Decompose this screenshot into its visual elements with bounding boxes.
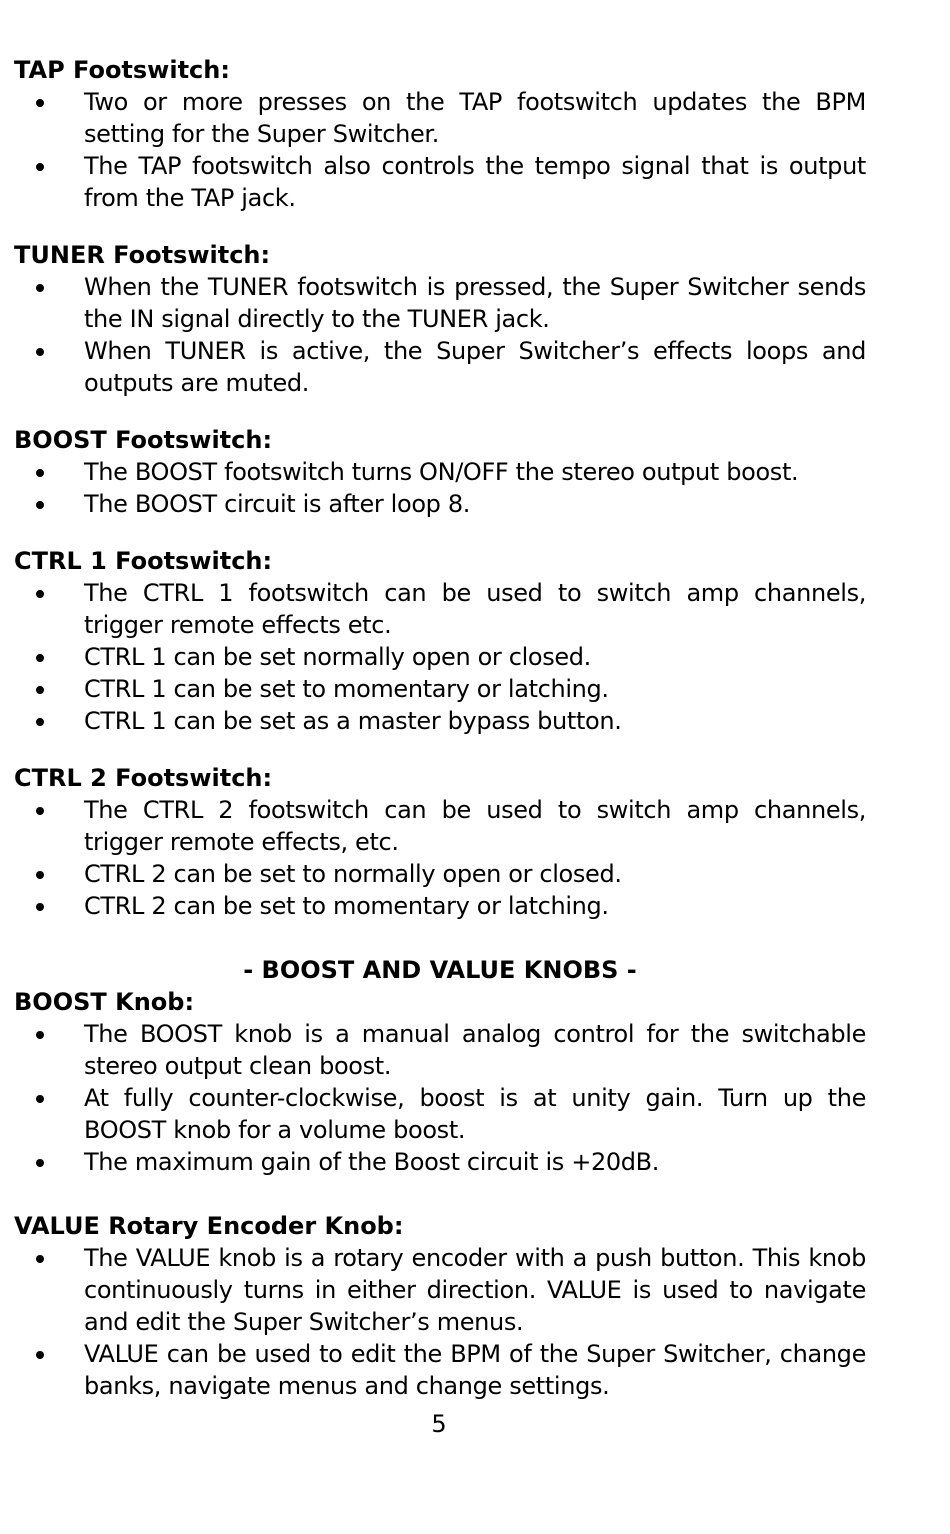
list-item	[14, 488, 866, 520]
bullet-text: The BOOST knob is a manual analog control for the switchable stereo output clean boost.	[84, 1020, 866, 1080]
list-item	[14, 271, 866, 335]
section-heading: CTRL 1 Footswitch:	[14, 547, 273, 575]
page-number: 5	[431, 1410, 447, 1438]
list-item	[14, 794, 866, 858]
list-item	[14, 1242, 866, 1338]
bullet-text: The BOOST footswitch turns ON/OFF the stereo output boost.	[84, 458, 799, 486]
list-item	[14, 86, 866, 150]
spacer	[14, 1178, 866, 1210]
bullet-text: The TAP footswitch also controls the tempo signal that is output from the TAP jack.	[84, 152, 866, 212]
spacer	[14, 214, 866, 239]
bullet-text: The CTRL 2 footswitch can be used to switch amp channels, trigger remote effects, etc.	[84, 796, 866, 856]
list-item	[14, 1018, 866, 1082]
section-heading: TAP Footswitch:	[14, 56, 230, 84]
list-item	[14, 1146, 866, 1178]
section-boost-footswitch	[14, 424, 866, 520]
bullet-icon	[36, 718, 44, 726]
bullet-icon	[36, 469, 44, 477]
list-item	[14, 456, 866, 488]
bullet-text: When the TUNER footswitch is pressed, the Super Switcher sends the IN signal directly to the TUNER jack.	[84, 273, 866, 333]
bullet-list	[14, 271, 866, 399]
section-value-knob	[14, 1210, 866, 1402]
section-heading: VALUE Rotary Encoder Knob:	[14, 1212, 404, 1240]
bullet-icon	[36, 1351, 44, 1359]
manual-page	[14, 54, 866, 1402]
bullet-icon	[36, 501, 44, 509]
list-item	[14, 705, 866, 737]
list-item	[14, 1082, 866, 1146]
spacer	[14, 922, 866, 954]
section-heading: CTRL 2 Footswitch:	[14, 764, 273, 792]
section-heading: BOOST Footswitch:	[14, 426, 273, 454]
bullet-icon	[36, 807, 44, 815]
bullet-icon	[36, 348, 44, 356]
bullet-icon	[36, 284, 44, 292]
knobs-section-title: - BOOST AND VALUE KNOBS -	[243, 956, 637, 984]
bullet-text: VALUE can be used to edit the BPM of the Super Switcher, change banks, navigate menus and change settings.	[84, 1340, 866, 1400]
bullet-icon	[36, 590, 44, 598]
bullet-list	[14, 1242, 866, 1402]
bullet-text: The maximum gain of the Boost circuit is +20dB.	[84, 1148, 660, 1176]
bullet-icon	[36, 686, 44, 694]
section-heading: TUNER Footswitch:	[14, 241, 271, 269]
spacer	[14, 737, 866, 762]
bullet-icon	[36, 1031, 44, 1039]
list-item	[14, 150, 866, 214]
section-boost-knob	[14, 986, 866, 1178]
bullet-icon	[36, 654, 44, 662]
bullet-icon	[36, 1159, 44, 1167]
list-item	[14, 1338, 866, 1402]
bullet-text: Two or more presses on the TAP footswitch updates the BPM setting for the Super Switcher.	[84, 88, 866, 148]
list-item	[14, 858, 866, 890]
list-item	[14, 641, 866, 673]
bullet-icon	[36, 1095, 44, 1103]
bullet-text: CTRL 2 can be set to normally open or closed.	[84, 860, 622, 888]
section-tuner-footswitch	[14, 239, 866, 399]
spacer	[14, 520, 866, 545]
section-ctrl1-footswitch	[14, 545, 866, 737]
bullet-text: The CTRL 1 footswitch can be used to switch amp channels, trigger remote effects etc.	[84, 579, 866, 639]
bullet-icon	[36, 903, 44, 911]
bullet-icon	[36, 163, 44, 171]
list-item	[14, 890, 866, 922]
bullet-text: CTRL 1 can be set normally open or closed.	[84, 643, 591, 671]
list-item	[14, 335, 866, 399]
bullet-list	[14, 1018, 866, 1178]
bullet-icon	[36, 871, 44, 879]
bullet-text: The VALUE knob is a rotary encoder with a push button. This knob continuously turns in either direction. VALUE is used to navigate and edit the Super Switcher’s menus.	[84, 1244, 866, 1336]
section-tap-footswitch	[14, 54, 866, 214]
bullet-text: At fully counter-clockwise, boost is at unity gain. Turn up the BOOST knob for a volume boost.	[84, 1084, 866, 1144]
bullet-list	[14, 794, 866, 922]
bullet-text: CTRL 2 can be set to momentary or latching.	[84, 892, 609, 920]
bullet-text: CTRL 1 can be set as a master bypass button.	[84, 707, 622, 735]
bullet-list	[14, 86, 866, 214]
bullet-text: CTRL 1 can be set to momentary or latching.	[84, 675, 609, 703]
bullet-list	[14, 577, 866, 737]
section-heading: BOOST Knob:	[14, 988, 195, 1016]
bullet-text: When TUNER is active, the Super Switcher’s effects loops and outputs are muted.	[84, 337, 866, 397]
bullet-icon	[36, 99, 44, 107]
list-item	[14, 673, 866, 705]
spacer	[14, 399, 866, 424]
bullet-list	[14, 456, 866, 520]
bullet-text: The BOOST circuit is after loop 8.	[84, 490, 471, 518]
bullet-icon	[36, 1255, 44, 1263]
list-item	[14, 577, 866, 641]
section-ctrl2-footswitch	[14, 762, 866, 922]
